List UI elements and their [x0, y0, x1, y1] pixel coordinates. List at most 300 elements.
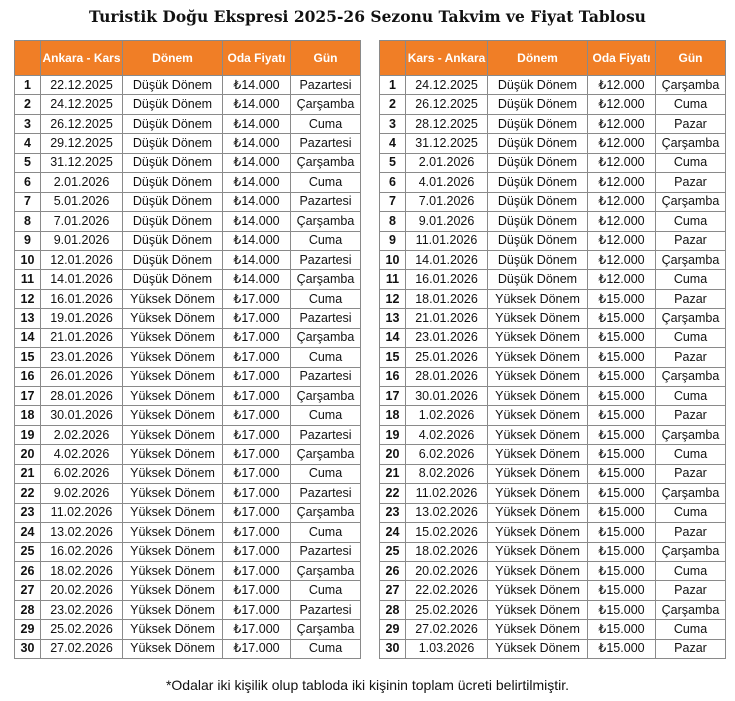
price-cell: ₺15.000: [588, 406, 656, 425]
price-cell: ₺12.000: [588, 134, 656, 153]
header-room-price: Oda Fiyatı: [223, 41, 291, 76]
table-row: [15, 76, 361, 95]
price-cell: ₺15.000: [588, 639, 656, 658]
table-header-row: [380, 41, 726, 76]
period-cell: Yüksek Dönem: [123, 406, 223, 425]
table-row: [380, 231, 726, 250]
date-cell: 15.02.2026: [406, 523, 488, 542]
date-cell: 9.01.2026: [41, 231, 123, 250]
period-cell: Yüksek Dönem: [488, 503, 588, 522]
period-cell: Düşük Dönem: [123, 114, 223, 133]
period-cell: Yüksek Dönem: [123, 425, 223, 444]
day-cell: Cuma: [656, 328, 726, 347]
row-number: 15: [380, 348, 406, 367]
date-cell: 23.02.2026: [41, 600, 123, 619]
day-cell: Cuma: [291, 173, 361, 192]
table-row: [15, 639, 361, 658]
table-row: [380, 542, 726, 561]
price-cell: ₺17.000: [223, 639, 291, 658]
row-number: 22: [380, 484, 406, 503]
price-cell: ₺15.000: [588, 425, 656, 444]
date-cell: 11.02.2026: [406, 484, 488, 503]
price-cell: ₺12.000: [588, 270, 656, 289]
period-cell: Düşük Dönem: [488, 76, 588, 95]
price-cell: ₺17.000: [223, 328, 291, 347]
table-row: [380, 212, 726, 231]
price-cell: ₺15.000: [588, 523, 656, 542]
price-cell: ₺15.000: [588, 542, 656, 561]
period-cell: Yüksek Dönem: [488, 561, 588, 580]
table-row: [15, 114, 361, 133]
period-cell: Düşük Dönem: [123, 95, 223, 114]
date-cell: 18.01.2026: [406, 289, 488, 308]
price-cell: ₺15.000: [588, 484, 656, 503]
price-cell: ₺17.000: [223, 367, 291, 386]
table-row: [15, 600, 361, 619]
date-cell: 22.02.2026: [406, 581, 488, 600]
period-cell: Yüksek Dönem: [123, 348, 223, 367]
period-cell: Yüksek Dönem: [123, 445, 223, 464]
table-row: [15, 134, 361, 153]
day-cell: Cuma: [656, 620, 726, 639]
date-cell: 26.12.2025: [406, 95, 488, 114]
price-cell: ₺17.000: [223, 503, 291, 522]
day-cell: Çarşamba: [291, 212, 361, 231]
row-number: 27: [380, 581, 406, 600]
day-cell: Pazartesi: [291, 600, 361, 619]
price-cell: ₺15.000: [588, 445, 656, 464]
table-row: [380, 600, 726, 619]
price-cell: ₺17.000: [223, 289, 291, 308]
table-row: [380, 134, 726, 153]
date-cell: 2.01.2026: [41, 173, 123, 192]
row-number: 24: [15, 523, 41, 542]
date-cell: 25.01.2026: [406, 348, 488, 367]
date-cell: 19.01.2026: [41, 309, 123, 328]
day-cell: Cuma: [291, 464, 361, 483]
table-row: [15, 523, 361, 542]
day-cell: Cuma: [656, 503, 726, 522]
date-cell: 6.02.2026: [406, 445, 488, 464]
price-cell: ₺15.000: [588, 620, 656, 639]
row-number: 6: [15, 173, 41, 192]
date-cell: 4.02.2026: [41, 445, 123, 464]
day-cell: Pazartesi: [291, 484, 361, 503]
day-cell: Çarşamba: [656, 600, 726, 619]
table-row: [15, 561, 361, 580]
period-cell: Düşük Dönem: [488, 250, 588, 269]
table-row: [15, 250, 361, 269]
day-cell: Çarşamba: [656, 484, 726, 503]
period-cell: Yüksek Dönem: [123, 542, 223, 561]
date-cell: 23.01.2026: [406, 328, 488, 347]
date-cell: 25.02.2026: [406, 600, 488, 619]
day-cell: Pazartesi: [291, 425, 361, 444]
period-cell: Yüksek Dönem: [123, 639, 223, 658]
price-cell: ₺14.000: [223, 153, 291, 172]
row-number: 18: [380, 406, 406, 425]
row-number: 2: [380, 95, 406, 114]
price-cell: ₺15.000: [588, 309, 656, 328]
ankara-kars-table: [14, 40, 361, 659]
period-cell: Düşük Dönem: [123, 192, 223, 211]
price-cell: ₺15.000: [588, 367, 656, 386]
row-number: 12: [380, 289, 406, 308]
price-cell: ₺15.000: [588, 289, 656, 308]
price-cell: ₺12.000: [588, 250, 656, 269]
row-number: 23: [15, 503, 41, 522]
price-cell: ₺17.000: [223, 309, 291, 328]
date-cell: 28.12.2025: [406, 114, 488, 133]
period-cell: Yüksek Dönem: [488, 639, 588, 658]
table-row: [380, 561, 726, 580]
date-cell: 24.12.2025: [41, 95, 123, 114]
period-cell: Yüksek Dönem: [488, 581, 588, 600]
date-cell: 31.12.2025: [41, 153, 123, 172]
row-number: 10: [380, 250, 406, 269]
price-cell: ₺14.000: [223, 270, 291, 289]
day-cell: Cuma: [656, 270, 726, 289]
row-number: 17: [380, 387, 406, 406]
price-cell: ₺17.000: [223, 387, 291, 406]
table-row: [15, 425, 361, 444]
table-row: [15, 387, 361, 406]
row-number: 27: [15, 581, 41, 600]
day-cell: Çarşamba: [656, 367, 726, 386]
day-cell: Cuma: [656, 561, 726, 580]
period-cell: Yüksek Dönem: [123, 620, 223, 639]
period-cell: Yüksek Dönem: [123, 289, 223, 308]
date-cell: 31.12.2025: [406, 134, 488, 153]
period-cell: Düşük Dönem: [123, 231, 223, 250]
price-cell: ₺15.000: [588, 561, 656, 580]
period-cell: Düşük Dönem: [488, 134, 588, 153]
day-cell: Pazartesi: [291, 192, 361, 211]
table-row: [380, 464, 726, 483]
period-cell: Yüksek Dönem: [488, 367, 588, 386]
table-row: [15, 270, 361, 289]
row-number: 11: [15, 270, 41, 289]
day-cell: Çarşamba: [656, 192, 726, 211]
period-cell: Yüksek Dönem: [123, 561, 223, 580]
day-cell: Çarşamba: [656, 134, 726, 153]
date-cell: 21.01.2026: [41, 328, 123, 347]
date-cell: 28.01.2026: [41, 387, 123, 406]
price-cell: ₺17.000: [223, 406, 291, 425]
date-cell: 22.12.2025: [41, 76, 123, 95]
price-cell: ₺12.000: [588, 212, 656, 231]
table-row: [15, 464, 361, 483]
price-cell: ₺17.000: [223, 581, 291, 600]
price-cell: ₺14.000: [223, 95, 291, 114]
price-cell: ₺17.000: [223, 600, 291, 619]
price-cell: ₺12.000: [588, 173, 656, 192]
row-number: 1: [15, 76, 41, 95]
period-cell: Yüksek Dönem: [123, 309, 223, 328]
table-row: [15, 620, 361, 639]
row-number: 28: [380, 600, 406, 619]
day-cell: Cuma: [291, 231, 361, 250]
period-cell: Düşük Dönem: [123, 153, 223, 172]
table-row: [380, 192, 726, 211]
period-cell: Yüksek Dönem: [123, 464, 223, 483]
period-cell: Yüksek Dönem: [123, 523, 223, 542]
date-cell: 4.01.2026: [406, 173, 488, 192]
table-row: [15, 445, 361, 464]
table-row: [380, 406, 726, 425]
period-cell: Yüksek Dönem: [123, 328, 223, 347]
day-cell: Çarşamba: [291, 620, 361, 639]
price-cell: ₺17.000: [223, 542, 291, 561]
day-cell: Pazar: [656, 523, 726, 542]
period-cell: Yüksek Dönem: [488, 484, 588, 503]
date-cell: 26.12.2025: [41, 114, 123, 133]
date-cell: 26.01.2026: [41, 367, 123, 386]
table-row: [15, 153, 361, 172]
price-cell: ₺12.000: [588, 231, 656, 250]
date-cell: 7.01.2026: [41, 212, 123, 231]
row-number: 19: [15, 425, 41, 444]
period-cell: Yüksek Dönem: [488, 620, 588, 639]
period-cell: Yüksek Dönem: [123, 367, 223, 386]
table-row: [15, 484, 361, 503]
table-row: [380, 387, 726, 406]
row-number: 7: [15, 192, 41, 211]
row-number: 20: [380, 445, 406, 464]
date-cell: 29.12.2025: [41, 134, 123, 153]
price-cell: ₺17.000: [223, 620, 291, 639]
period-cell: Yüksek Dönem: [488, 523, 588, 542]
date-cell: 12.01.2026: [41, 250, 123, 269]
date-cell: 23.01.2026: [41, 348, 123, 367]
period-cell: Yüksek Dönem: [488, 406, 588, 425]
row-number: 29: [15, 620, 41, 639]
period-cell: Yüksek Dönem: [488, 387, 588, 406]
date-cell: 5.01.2026: [41, 192, 123, 211]
date-cell: 13.02.2026: [41, 523, 123, 542]
period-cell: Yüksek Dönem: [488, 348, 588, 367]
row-number: 5: [15, 153, 41, 172]
day-cell: Pazartesi: [291, 250, 361, 269]
row-number: 29: [380, 620, 406, 639]
period-cell: Yüksek Dönem: [123, 600, 223, 619]
row-number: 25: [380, 542, 406, 561]
date-cell: 30.01.2026: [406, 387, 488, 406]
day-cell: Çarşamba: [656, 309, 726, 328]
row-number: 24: [380, 523, 406, 542]
day-cell: Cuma: [291, 348, 361, 367]
table-row: [380, 445, 726, 464]
period-cell: Yüksek Dönem: [123, 387, 223, 406]
day-cell: Cuma: [656, 445, 726, 464]
date-cell: 30.01.2026: [41, 406, 123, 425]
table-row: [380, 76, 726, 95]
day-cell: Pazar: [656, 289, 726, 308]
price-cell: ₺17.000: [223, 425, 291, 444]
row-number: 12: [15, 289, 41, 308]
day-cell: Çarşamba: [656, 76, 726, 95]
row-number: 23: [380, 503, 406, 522]
date-cell: 20.02.2026: [406, 561, 488, 580]
period-cell: Yüksek Dönem: [488, 425, 588, 444]
date-cell: 9.02.2026: [41, 484, 123, 503]
day-cell: Pazar: [656, 173, 726, 192]
day-cell: Pazar: [656, 231, 726, 250]
day-cell: Çarşamba: [656, 425, 726, 444]
day-cell: Cuma: [656, 153, 726, 172]
price-cell: ₺14.000: [223, 212, 291, 231]
day-cell: Cuma: [656, 387, 726, 406]
price-cell: ₺15.000: [588, 581, 656, 600]
date-cell: 16.01.2026: [41, 289, 123, 308]
price-cell: ₺14.000: [223, 231, 291, 250]
period-cell: Düşük Dönem: [488, 231, 588, 250]
day-cell: Pazar: [656, 406, 726, 425]
header-index: [15, 41, 41, 76]
row-number: 20: [15, 445, 41, 464]
date-cell: 8.02.2026: [406, 464, 488, 483]
table-header-row: [15, 41, 361, 76]
price-cell: ₺14.000: [223, 192, 291, 211]
day-cell: Çarşamba: [291, 561, 361, 580]
period-cell: Düşük Dönem: [123, 76, 223, 95]
day-cell: Pazartesi: [291, 542, 361, 561]
table-row: [380, 153, 726, 172]
table-row: [380, 95, 726, 114]
date-cell: 1.02.2026: [406, 406, 488, 425]
row-number: 30: [15, 639, 41, 658]
price-cell: ₺15.000: [588, 464, 656, 483]
row-number: 21: [15, 464, 41, 483]
date-cell: 14.01.2026: [41, 270, 123, 289]
row-number: 4: [15, 134, 41, 153]
day-cell: Cuma: [291, 289, 361, 308]
row-number: 3: [380, 114, 406, 133]
table-row: [380, 503, 726, 522]
price-cell: ₺15.000: [588, 348, 656, 367]
table-row: [380, 620, 726, 639]
table-row: [380, 367, 726, 386]
row-number: 19: [380, 425, 406, 444]
row-number: 16: [380, 367, 406, 386]
period-cell: Yüksek Dönem: [488, 309, 588, 328]
table-row: [380, 173, 726, 192]
table-row: [15, 503, 361, 522]
day-cell: Çarşamba: [656, 542, 726, 561]
day-cell: Çarşamba: [291, 328, 361, 347]
header-index: [380, 41, 406, 76]
day-cell: Cuma: [291, 523, 361, 542]
price-cell: ₺12.000: [588, 95, 656, 114]
period-cell: Yüksek Dönem: [488, 542, 588, 561]
date-cell: 2.01.2026: [406, 153, 488, 172]
period-cell: Yüksek Dönem: [123, 503, 223, 522]
day-cell: Çarşamba: [291, 387, 361, 406]
day-cell: Çarşamba: [656, 250, 726, 269]
table-row: [15, 212, 361, 231]
date-cell: 16.01.2026: [406, 270, 488, 289]
row-number: 26: [15, 561, 41, 580]
period-cell: Yüksek Dönem: [123, 484, 223, 503]
price-cell: ₺14.000: [223, 76, 291, 95]
row-number: 9: [15, 231, 41, 250]
row-number: 7: [380, 192, 406, 211]
table-row: [15, 328, 361, 347]
price-cell: ₺14.000: [223, 173, 291, 192]
day-cell: Pazar: [656, 464, 726, 483]
price-cell: ₺15.000: [588, 328, 656, 347]
date-cell: 21.01.2026: [406, 309, 488, 328]
period-cell: Düşük Dönem: [488, 270, 588, 289]
row-number: 22: [15, 484, 41, 503]
date-cell: 1.03.2026: [406, 639, 488, 658]
day-cell: Cuma: [291, 114, 361, 133]
day-cell: Pazartesi: [291, 309, 361, 328]
date-cell: 24.12.2025: [406, 76, 488, 95]
table-row: [15, 406, 361, 425]
price-cell: ₺12.000: [588, 153, 656, 172]
day-cell: Pazartesi: [291, 76, 361, 95]
row-number: 13: [15, 309, 41, 328]
period-cell: Yüksek Dönem: [488, 445, 588, 464]
day-cell: Pazar: [656, 114, 726, 133]
day-cell: Çarşamba: [291, 503, 361, 522]
row-number: 1: [380, 76, 406, 95]
date-cell: 18.02.2026: [41, 561, 123, 580]
price-cell: ₺15.000: [588, 503, 656, 522]
header-period: Dönem: [488, 41, 588, 76]
row-number: 3: [15, 114, 41, 133]
row-number: 26: [380, 561, 406, 580]
table-row: [15, 581, 361, 600]
period-cell: Düşük Dönem: [488, 192, 588, 211]
header-day: Gün: [291, 41, 361, 76]
header-day: Gün: [656, 41, 726, 76]
table-row: [380, 289, 726, 308]
price-cell: ₺14.000: [223, 114, 291, 133]
table-row: [15, 231, 361, 250]
period-cell: Düşük Dönem: [123, 270, 223, 289]
table-row: [380, 250, 726, 269]
row-number: 13: [380, 309, 406, 328]
day-cell: Çarşamba: [291, 95, 361, 114]
table-row: [15, 309, 361, 328]
date-cell: 6.02.2026: [41, 464, 123, 483]
period-cell: Yüksek Dönem: [488, 328, 588, 347]
price-cell: ₺15.000: [588, 387, 656, 406]
date-cell: 27.02.2026: [41, 639, 123, 658]
period-cell: Yüksek Dönem: [488, 600, 588, 619]
row-number: 8: [15, 212, 41, 231]
header-period: Dönem: [123, 41, 223, 76]
table-row: [380, 328, 726, 347]
date-cell: 4.02.2026: [406, 425, 488, 444]
page-title: Turistik Doğu Ekspresi 2025-26 Sezonu Takvim ve Fiyat Tablosu: [89, 7, 646, 26]
table-row: [15, 348, 361, 367]
row-number: 14: [15, 328, 41, 347]
period-cell: Düşük Dönem: [123, 212, 223, 231]
day-cell: Cuma: [656, 212, 726, 231]
table-row: [380, 270, 726, 289]
period-cell: Düşük Dönem: [488, 212, 588, 231]
period-cell: Düşük Dönem: [123, 134, 223, 153]
period-cell: Yüksek Dönem: [123, 581, 223, 600]
price-cell: ₺17.000: [223, 464, 291, 483]
row-number: 9: [380, 231, 406, 250]
date-cell: 25.02.2026: [41, 620, 123, 639]
period-cell: Düşük Dönem: [488, 114, 588, 133]
table-row: [380, 523, 726, 542]
